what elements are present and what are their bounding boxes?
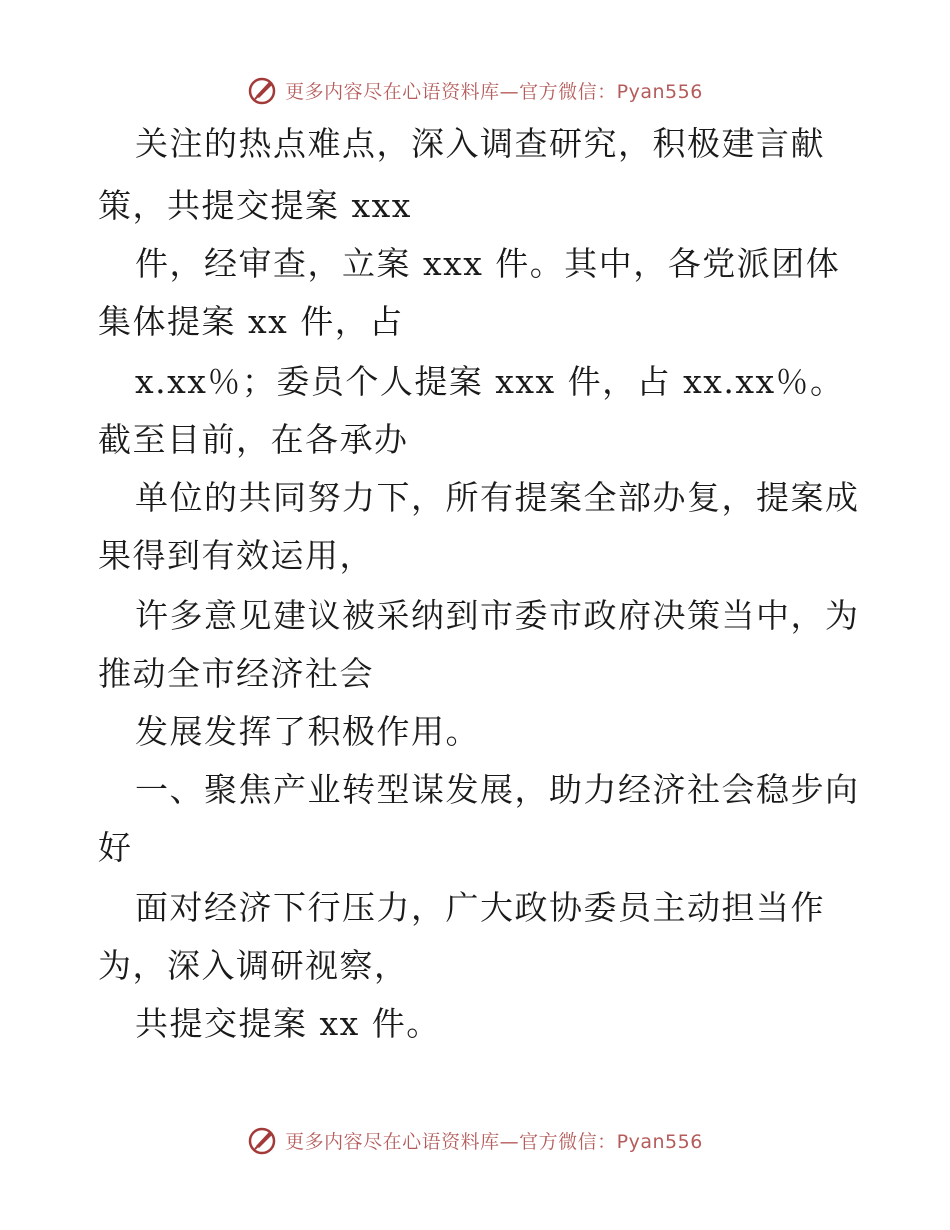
- text-line: 单位的共同努力下，所有提案全部办复，提案成: [135, 478, 860, 517]
- watermark-text: 更多内容尽在心语资料库—官方微信：Pyan556: [285, 1130, 703, 1153]
- text-line: 推动全市经济社会: [98, 654, 374, 693]
- section-heading: 一、聚焦产业转型谋发展，助力经济社会稳步向: [135, 770, 860, 809]
- watermark-text: 更多内容尽在心语资料库—官方微信：Pyan556: [285, 80, 703, 103]
- text-line: 共提交提案 xx 件。: [135, 1004, 441, 1043]
- text-line: 好: [98, 828, 133, 867]
- text-line: 发展发挥了积极作用。: [135, 712, 480, 751]
- text-line: 为，深入调研视察，: [98, 946, 409, 985]
- footer-watermark: [0, 1120, 950, 1160]
- text-line: 许多意见建议被采纳到市委市政府决策当中，为: [135, 596, 860, 635]
- text-line: 面对经济下行压力，广大政协委员主动担当作: [135, 888, 825, 927]
- text-line: 集体提案 xx 件，占: [98, 302, 404, 341]
- text-line: 策，共提交提案 xxx: [98, 186, 412, 225]
- text-line: 截至目前，在各承办: [98, 420, 409, 459]
- text-line: 果得到有效运用，: [98, 536, 374, 575]
- header-watermark: [0, 70, 950, 110]
- quill-logo-icon: [247, 74, 279, 106]
- text-line: 件，经审查，立案 xxx 件。其中，各党派团体: [135, 244, 841, 283]
- text-line: 关注的热点难点，深入调查研究，积极建言献: [135, 124, 825, 163]
- text-line: x.xx％；委员个人提案 xxx 件，占 xx.xx％。: [135, 362, 845, 401]
- quill-logo-icon: [247, 1124, 279, 1156]
